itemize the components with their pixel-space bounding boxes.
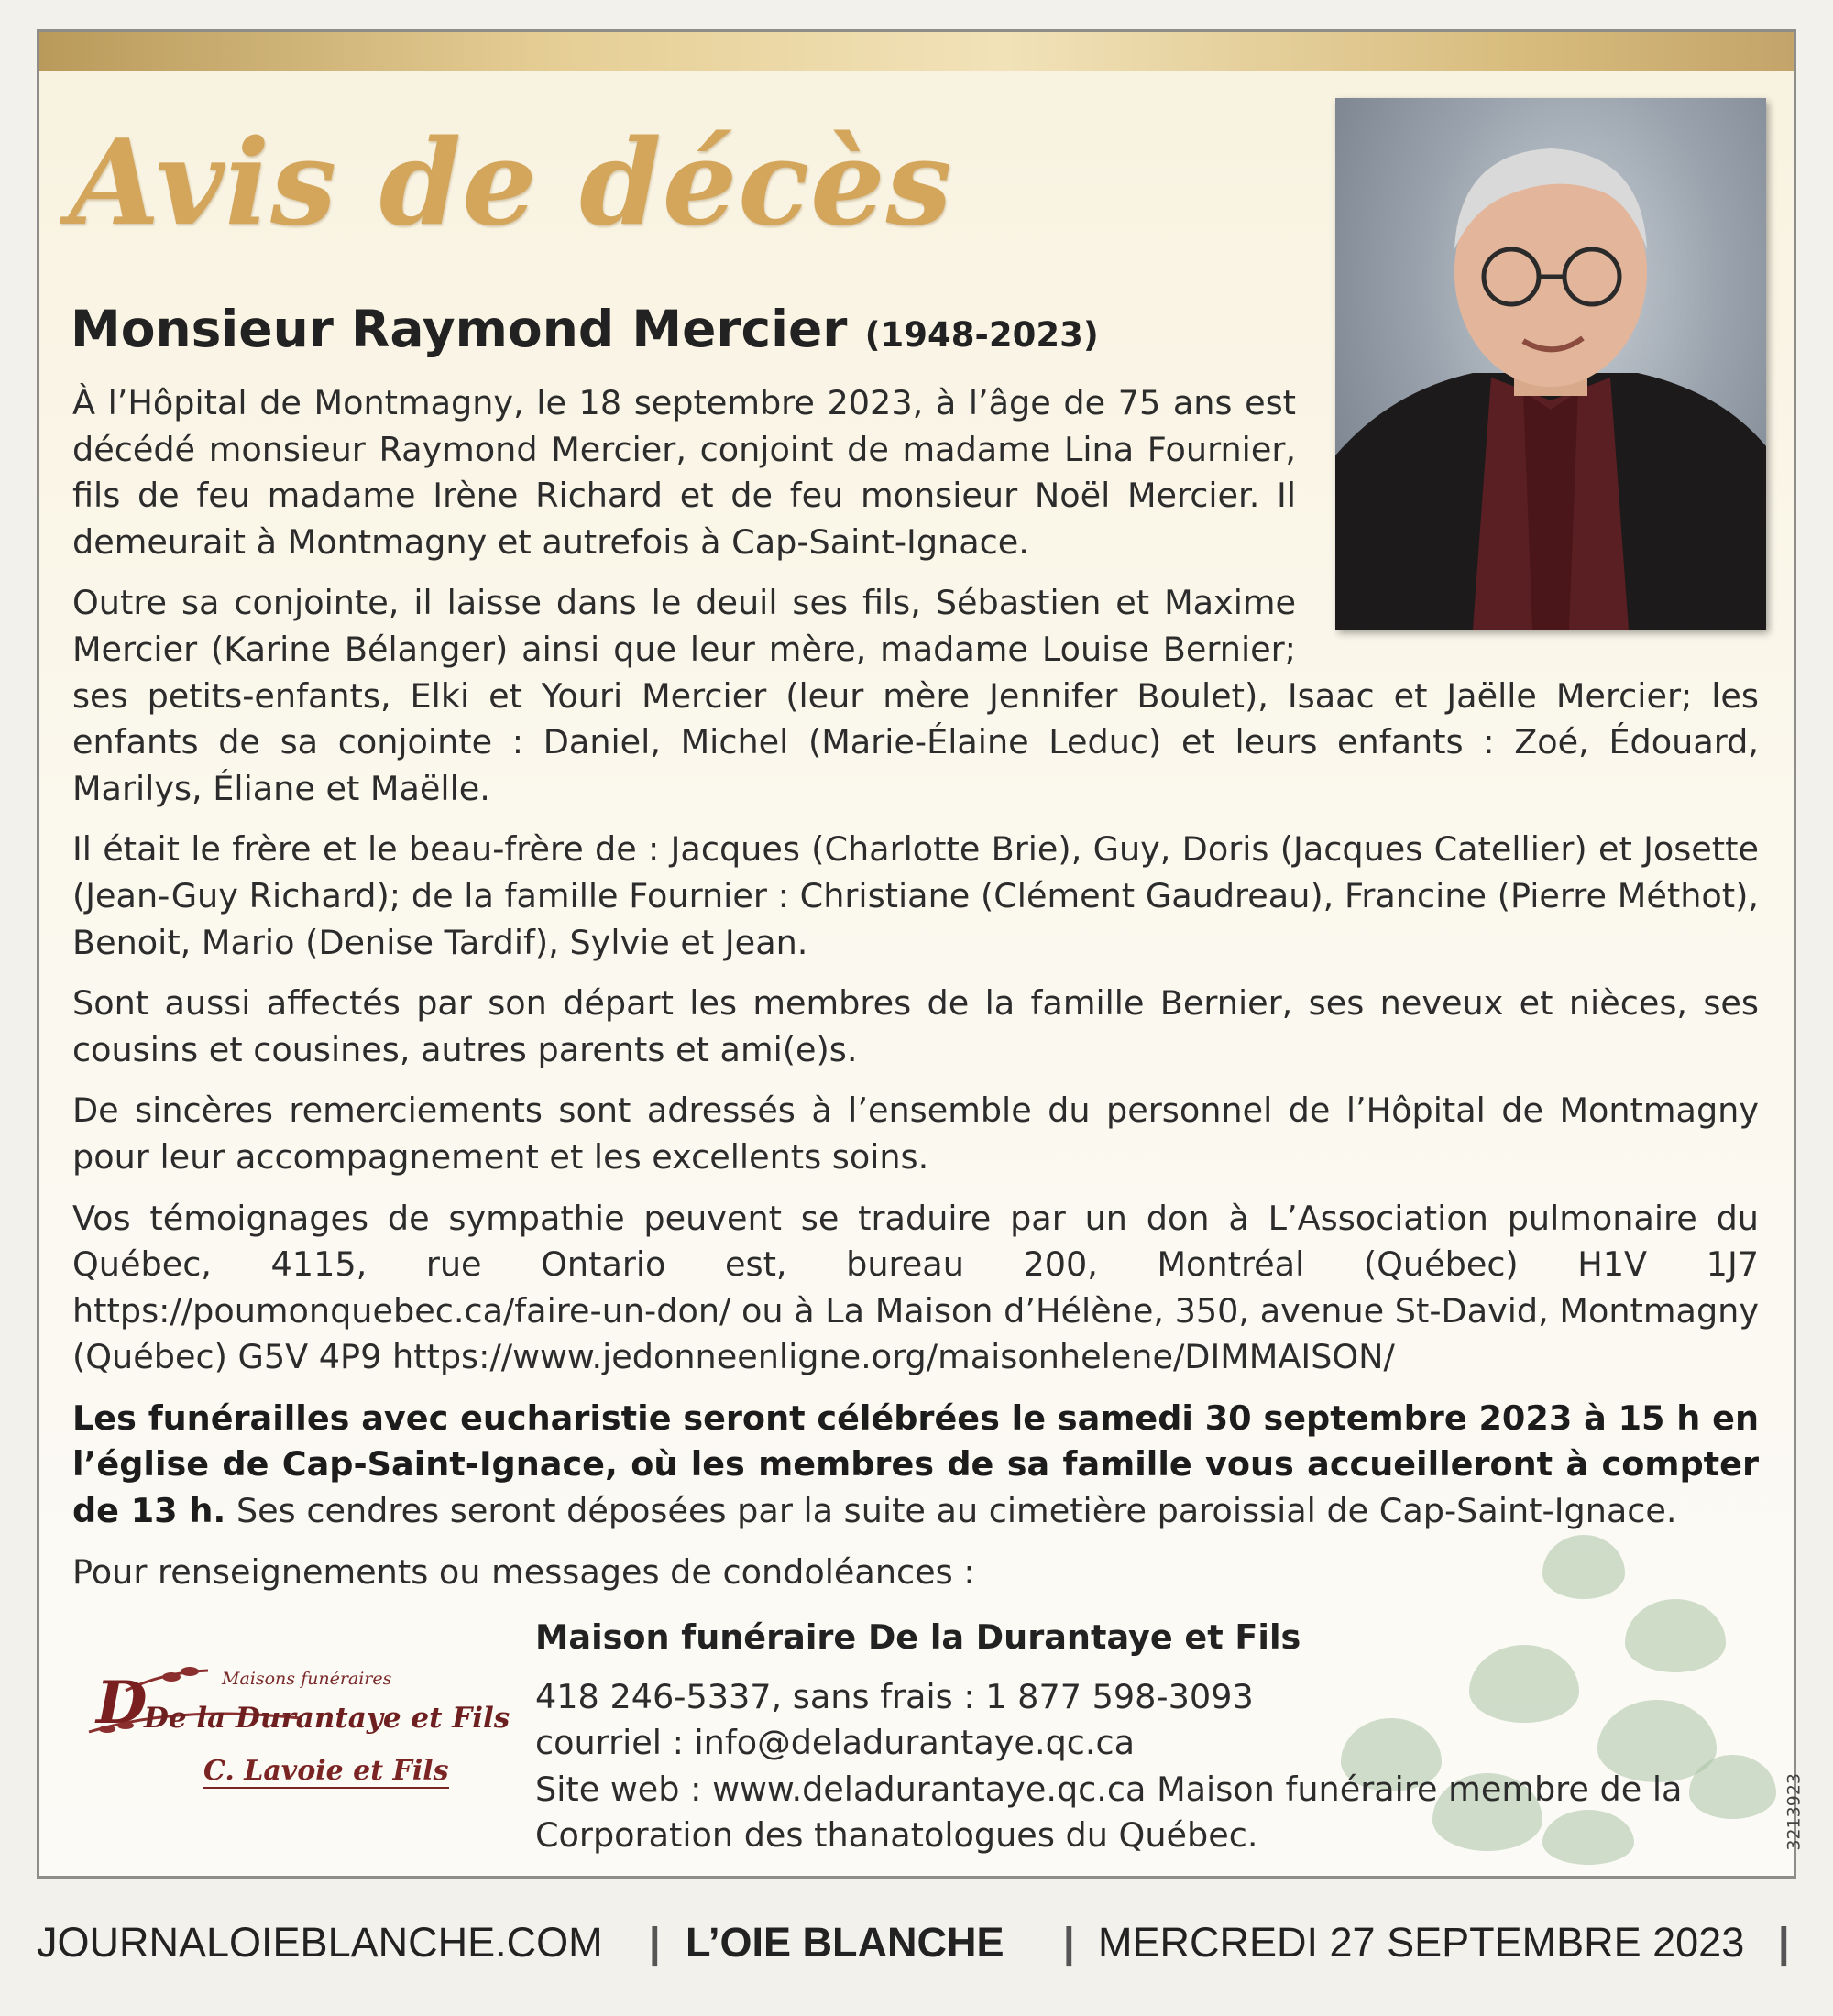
gold-top-band — [39, 32, 1794, 71]
paragraph-funeral — [72, 1396, 1759, 1535]
funeral-home-logo — [71, 1654, 510, 1837]
deceased-name-line — [71, 300, 1099, 358]
paragraph-siblings: Il était le frère et le beau-frère de : Jacques (Charlotte Brie), Guy, Doris (Jacques Catellier) et Josette (Jean-Guy Richard); de la famille Fournier : Christiane (Clément Gaudreau), Francine (Pierre Méthot), Benoit, Mario (Denise Tardif), Sylvie et Jean. — [72, 829, 1759, 962]
paragraph-death: À l’Hôpital de Montmagny, le 18 septembre 2023, à l’âge de 75 ans est décédé monsieur Raymond Mercier, conjoint de madame Lina Fournier, fils de feu madame Irène Richard et de feu monsieur Noël Mercier. Il demeurait à Montmagny et autrefois à Cap-Saint-Ignace. — [72, 383, 1296, 562]
footer-paper-name: L’OIE BLANCHE — [686, 1919, 1004, 1966]
logo-mark: D — [96, 1669, 148, 1737]
funeral-details: Les funérailles avec eucharistie seront célébrées le samedi 30 septembre 2023 à 15 h en l’église de Cap-Saint-Ignace, où les membres de sa famille vous accueilleront à compter de 13 h. — [72, 1397, 1759, 1531]
deceased-name: Monsieur Raymond Mercier — [71, 300, 848, 358]
paragraph-thanks: De sincères remerciements sont adressés à l’ensemble du personnel de l’Hôpital de Montmagny pour leur accompagnement et les excellents soins. — [72, 1090, 1759, 1177]
paragraph-affected: Sont aussi affectés par son départ les membres de la famille Bernier, ses neveux et nièces, ses cousins et cousines, autres parents et ami(e)s. — [72, 983, 1759, 1069]
notice-body — [72, 380, 1759, 1610]
contact-phone: 418 246-5337, sans frais : 1 877 598-3093 — [535, 1676, 1254, 1716]
contact-website: Site web : www.deladurantaye.qc.ca Maison funéraire membre de la Corporation des thanatologues du Québec. — [535, 1769, 1683, 1856]
contact-email: courriel : info@deladurantaye.qc.ca — [535, 1723, 1136, 1763]
deceased-years: (1948-2023) — [864, 315, 1099, 355]
footer-separator: | — [649, 1919, 661, 1966]
paragraph-donations: Vos témoignages de sympathie peuvent se traduire par un don à L’Association pulmonaire du Québec, 4115, rue Ontario est, bureau 200, Montréal (Québec) H1V 1J7 https://poumonquebec.ca/faire-un-don/ ou à La Maison d’Hélène, 350, avenue St-David, Montmagny (Québec) G5V 4P9 https://www.jedonneenligne.org/maisonhelene/DIMMAISON/ — [72, 1198, 1759, 1377]
funeral-home-contact — [535, 1615, 1768, 1859]
obituary-notice — [37, 29, 1805, 1879]
footer-separator: | — [1063, 1919, 1075, 1966]
ad-reference-number: 3213923 — [1784, 1773, 1805, 1851]
funeral-home-name: Maison funéraire De la Durantaye et Fils — [535, 1617, 1301, 1657]
footer-separator: | — [1778, 1919, 1790, 1966]
logo-sub-text: C. Lavoie et Fils — [203, 1755, 449, 1787]
funeral-ashes: Ses cendres seront déposées par la suite au cimetière paroissial de Cap-Saint-Ignace. — [225, 1491, 1677, 1531]
paragraph-survivors: Outre sa conjointe, il laisse dans le deuil ses fils, Sébastien et Maxime Mercier (Karine Bélanger) ainsi que leur mère, madame Louise Bernier; ses petits-enfants, Elki et Youri Mercier (leur mère Jennifer Boulet), Isaac et Jaëlle Mercier; les enfants de sa conjointe : Daniel, Michel (Marie-Élaine Leduc) et leurs enfants : Zoé, Édouard, Marilys, Éliane et Maëlle. — [72, 583, 1759, 808]
footer-website: JOURNALOIEBLANCHE.COM — [37, 1919, 603, 1966]
logo-small-text: Maisons funéraires — [222, 1669, 392, 1689]
newspaper-footer — [37, 1906, 1796, 1979]
logo-main-text: De la Durantaye et Fils — [144, 1702, 510, 1735]
notice-heading: Avis de décès — [69, 115, 953, 252]
photo-wrap-spacer — [1296, 380, 1759, 637]
info-intro: Pour renseignements ou messages de condoléances : — [72, 1551, 975, 1592]
footer-date: MERCREDI 27 SEPTEMBRE 2023 — [1098, 1919, 1745, 1966]
